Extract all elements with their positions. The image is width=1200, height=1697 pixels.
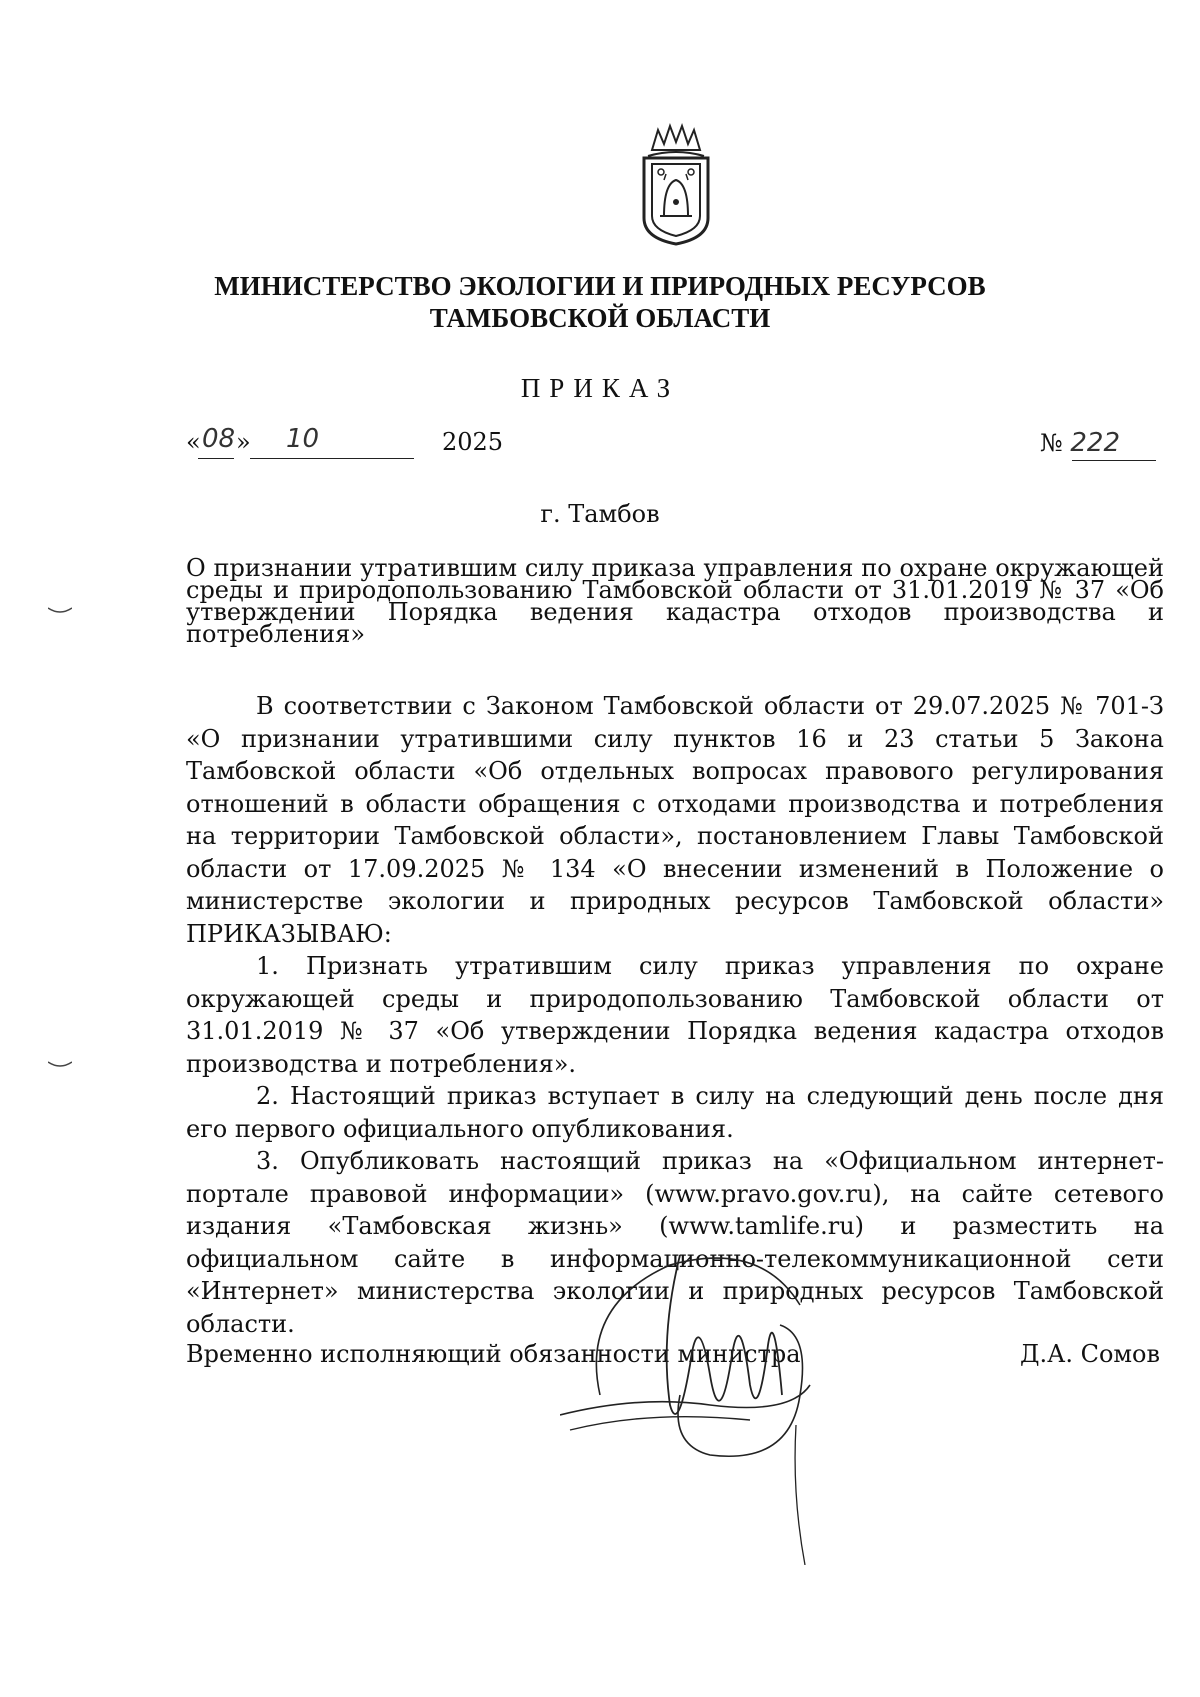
order-item-1: 1. Признать утратившим силу приказ управления по охране окружающей среды и природопользованию Тамбовской области от 31.01.2019 № 37 «Об утверждении Порядка ведения кадастра отходов производства и потребления».: [186, 952, 1164, 1078]
day-underline: [198, 458, 234, 459]
signatory-name: Д.А. Сомов: [1020, 1340, 1161, 1368]
date-close-quote: »: [236, 428, 251, 456]
date-day: 08: [202, 424, 236, 454]
document-subject: О признании утратившим силу приказа управления по охране окружающей среды и природопользованию Тамбовской области от 31.01.2019 № 37 «Об утверждении Порядка ведения кадастра отходов производства и потребления»: [186, 554, 1164, 648]
organization-name-line1: МИНИСТЕРСТВО ЭКОЛОГИИ И ПРИРОДНЫХ РЕСУРСОВ: [214, 271, 986, 301]
number-value: 222: [1070, 428, 1120, 458]
document-number: [1040, 428, 1120, 458]
order-item-3: 3. Опубликовать настоящий приказ на «Официальном интернет-портале правовой информации» (www.pravo.gov.ru), на сайте сетевого издания «Тамбовская жизнь» (www.tamlife.ru) и разместить на официальном сайте в информационно-телекоммуникационной сети «Интернет» министерства экологии и природных ресурсов Тамбовской области.: [186, 1147, 1164, 1338]
number-underline: [1072, 460, 1156, 461]
preamble-paragraph: В соответствии с Законом Тамбовской области от 29.07.2025 № 701-З «О признании утратившими силу пунктов 16 и 23 статьи 5 Закона Тамбовской области «Об отдельных вопросах правового регулирования отношений в области обращения с отходами производства и потребления на территории Тамбовской области», постановлением Главы Тамбовской области от 17.09.2025 № 134 «О внесении изменений в Положение о министерстве экологии и природных ресурсов Тамбовской области» ПРИКАЗЫВАЮ:: [186, 692, 1164, 948]
scan-margin-mark: [48, 606, 72, 616]
date-year: 2025: [442, 428, 504, 456]
city: г. Тамбов: [540, 500, 660, 528]
date-month: 10: [286, 424, 320, 454]
number-prefix: №: [1040, 429, 1063, 457]
document-body: [186, 690, 1164, 1340]
order-item-2: 2. Настоящий приказ вступает в силу на следующий день после дня его первого официального опубликования.: [186, 1082, 1164, 1143]
handwritten-signature-icon: [560, 1245, 860, 1565]
document-type: ПРИКАЗ: [520, 373, 680, 403]
signatory-position: Временно исполняющий обязанности министра: [186, 1340, 801, 1368]
organization-name-line2: ТАМБОВСКОЙ ОБЛАСТИ: [429, 303, 771, 333]
month-underline: [250, 458, 414, 459]
scan-margin-mark: [48, 1060, 72, 1070]
date-open-quote: «: [186, 428, 201, 456]
tambov-coat-of-arms-icon: [634, 122, 718, 246]
